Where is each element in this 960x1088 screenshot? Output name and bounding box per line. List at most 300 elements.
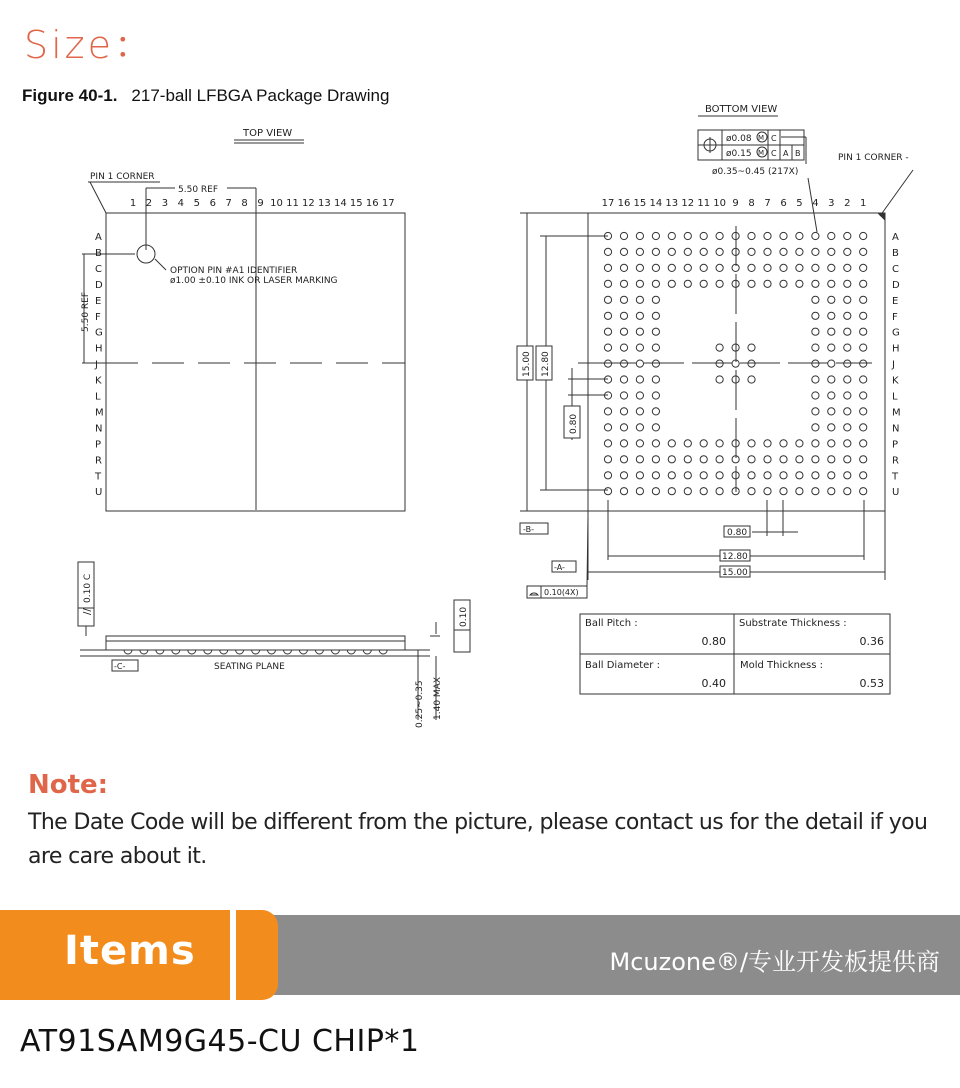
- ball: [764, 264, 771, 271]
- ball: [620, 392, 627, 399]
- side-ball: [331, 650, 339, 654]
- tolerance-frame: [698, 130, 806, 164]
- ball: [812, 280, 819, 287]
- ball: [812, 328, 819, 335]
- ball: [684, 472, 691, 479]
- ball: [716, 472, 723, 479]
- top-row-label: M: [95, 407, 104, 419]
- ball: [684, 440, 691, 447]
- pin1-corner-bottom: PIN 1 CORNER -: [838, 153, 909, 163]
- figure-number: Figure 40-1.: [22, 86, 118, 105]
- ball: [636, 424, 643, 431]
- ball: [780, 456, 787, 463]
- ball: [636, 408, 643, 415]
- ball: [796, 488, 803, 495]
- ball: [796, 232, 803, 239]
- ball: [604, 296, 611, 303]
- dim-max: 1.40 MAX: [433, 677, 443, 720]
- ball: [828, 392, 835, 399]
- ball: [652, 408, 659, 415]
- top-col-label: 12: [302, 198, 315, 209]
- ball: [748, 280, 755, 287]
- ball: [828, 408, 835, 415]
- ball: [828, 328, 835, 335]
- bottom-col-label: 7: [764, 198, 771, 209]
- ball: [604, 408, 611, 415]
- ball: [636, 264, 643, 271]
- dim-080-vertical: 0.80: [569, 413, 579, 434]
- top-col-label: 1: [129, 198, 137, 209]
- ball: [604, 264, 611, 271]
- ball: [636, 456, 643, 463]
- ball: [620, 440, 627, 447]
- ball: [748, 440, 755, 447]
- ball: [716, 264, 723, 271]
- ball: [780, 472, 787, 479]
- ball: [700, 456, 707, 463]
- ball: [652, 424, 659, 431]
- top-col-label: 9: [257, 198, 264, 209]
- ball: [700, 264, 707, 271]
- note-text: The Date Code will be different from the picture, please contact us for the detail if you are care about it.: [28, 810, 928, 869]
- brand-tagline: Mcuzone®/专业开发板提供商: [609, 948, 940, 976]
- side-ball: [284, 650, 292, 654]
- ball: [604, 424, 611, 431]
- ball: [636, 328, 643, 335]
- ball: [636, 296, 643, 303]
- top-row-label: U: [95, 487, 103, 499]
- bottom-column-numbers: [602, 198, 867, 209]
- top-col-label: 11: [286, 198, 299, 209]
- ball-pitch-value: 0.80: [701, 635, 726, 648]
- ball: [812, 488, 819, 495]
- ball: [828, 280, 835, 287]
- ball: [684, 264, 691, 271]
- items-label: Items: [64, 928, 196, 974]
- ball: [620, 360, 627, 367]
- ball: [620, 456, 627, 463]
- ball: [844, 328, 851, 335]
- top-col-label: 5: [193, 198, 200, 209]
- ball: [604, 456, 611, 463]
- ball: [860, 376, 867, 383]
- ball: [716, 232, 723, 239]
- side-ball: [140, 650, 148, 654]
- bottom-col-label: 4: [812, 198, 819, 209]
- side-view: [78, 562, 470, 728]
- ball: [748, 344, 755, 351]
- ball: [828, 360, 835, 367]
- top-row-label: A: [95, 232, 102, 243]
- bottom-row-label: M: [892, 407, 901, 419]
- ball: [700, 232, 707, 239]
- top-row-label: G: [95, 327, 103, 339]
- items-banner: [0, 910, 960, 1000]
- ball: [828, 248, 835, 255]
- bottom-col-label: 15: [633, 198, 647, 209]
- bottom-col-label: 16: [617, 198, 631, 209]
- side-ball: [315, 650, 323, 654]
- top-row-label: D: [95, 279, 103, 291]
- top-view-label: TOP VIEW: [243, 128, 293, 139]
- ball: [748, 472, 755, 479]
- bottom-row-label: T: [892, 471, 899, 483]
- side-ball: [268, 650, 276, 654]
- mold-value: 0.53: [859, 677, 884, 690]
- flatness-callout: 0.10(4X): [544, 588, 579, 597]
- ball: [780, 280, 787, 287]
- bottom-col-label: 13: [665, 198, 679, 209]
- ball: [796, 248, 803, 255]
- ball: [716, 376, 723, 383]
- figure-title: 217-ball LFBGA Package Drawing: [131, 86, 390, 105]
- top-col-label: 15: [349, 198, 363, 209]
- top-col-label: 6: [209, 198, 216, 209]
- ball: [604, 488, 611, 495]
- bottom-col-label: 11: [697, 198, 711, 209]
- top-col-label: 10: [270, 198, 283, 209]
- ball-diameter-label: Ball Diameter :: [585, 660, 660, 671]
- top-row-label: N: [95, 423, 103, 435]
- pin1-corner-top: PIN 1 CORNER: [90, 172, 155, 182]
- ball: [652, 280, 659, 287]
- ball: [780, 488, 787, 495]
- top-row-label: B: [95, 247, 102, 259]
- ball: [748, 248, 755, 255]
- product-line: AT91SAM9G45-CU CHIP*1: [20, 1024, 420, 1059]
- package-drawing: [0, 100, 960, 740]
- ball: [652, 472, 659, 479]
- top-column-numbers: [130, 198, 395, 209]
- bottom-col-label: 1: [860, 198, 867, 209]
- ball: [636, 344, 643, 351]
- ball: [860, 280, 867, 287]
- ball: [860, 296, 867, 303]
- svg-text://: //: [82, 608, 93, 615]
- ball: [844, 232, 851, 239]
- ball: [716, 440, 723, 447]
- substrate-value: 0.36: [859, 635, 884, 648]
- ball: [620, 424, 627, 431]
- top-row-label: P: [95, 439, 102, 451]
- ball: [748, 232, 755, 239]
- ball: [860, 488, 867, 495]
- ball: [604, 360, 611, 367]
- bottom-row-label: N: [892, 423, 900, 435]
- side-ball: [188, 650, 196, 654]
- ball: [652, 248, 659, 255]
- ball: [844, 312, 851, 319]
- ball: [636, 392, 643, 399]
- ball: [844, 408, 851, 415]
- ball: [844, 392, 851, 399]
- datum-c: -C-: [114, 662, 126, 671]
- ball: [748, 456, 755, 463]
- top-row-letters: [94, 232, 104, 498]
- ball: [844, 472, 851, 479]
- ball: [668, 488, 675, 495]
- ball: [748, 264, 755, 271]
- top-row-label: F: [95, 311, 101, 323]
- ball: [620, 328, 627, 335]
- dim-080-horizontal: 0.80: [727, 528, 748, 538]
- side-ball: [220, 650, 228, 654]
- ball: [764, 280, 771, 287]
- bottom-row-label: U: [892, 487, 900, 499]
- ball: [828, 344, 835, 351]
- bottom-row-letters: [891, 232, 901, 498]
- ball: [684, 456, 691, 463]
- ball: [668, 280, 675, 287]
- ball: [652, 392, 659, 399]
- side-ball: [156, 650, 164, 654]
- ball: [780, 440, 787, 447]
- ball: [716, 344, 723, 351]
- ball: [844, 264, 851, 271]
- ball: [796, 280, 803, 287]
- ball: [652, 488, 659, 495]
- ball: [764, 248, 771, 255]
- ref-550-horizontal: 5.50 REF: [178, 185, 219, 195]
- ball: [636, 440, 643, 447]
- ball: [748, 376, 755, 383]
- ball: [828, 264, 835, 271]
- top-row-label: H: [95, 343, 103, 355]
- ball: [636, 312, 643, 319]
- ball: [844, 280, 851, 287]
- ball: [860, 472, 867, 479]
- side-package-body: [106, 636, 405, 650]
- bottom-row-label: A: [892, 232, 899, 243]
- side-010-label: 0.10: [459, 606, 469, 627]
- ball: [812, 376, 819, 383]
- dim-height: 0.25~0.35: [415, 680, 425, 728]
- svg-text:M: M: [758, 134, 765, 142]
- ball: [636, 280, 643, 287]
- side-ball: [347, 650, 355, 654]
- bottom-view: [517, 104, 913, 598]
- ball: [604, 248, 611, 255]
- svg-text:C: C: [771, 149, 777, 158]
- ball: [700, 440, 707, 447]
- top-col-label: 4: [177, 198, 184, 209]
- ball: [780, 232, 787, 239]
- ball-diameter-value: 0.40: [701, 677, 726, 690]
- side-ball: [124, 650, 132, 654]
- ball: [844, 296, 851, 303]
- ball: [716, 280, 723, 287]
- svg-text:ø0.15: ø0.15: [726, 149, 752, 159]
- side-ball: [252, 650, 260, 654]
- bottom-row-label: G: [892, 327, 900, 339]
- ball: [828, 312, 835, 319]
- ball: [764, 440, 771, 447]
- ball: [620, 472, 627, 479]
- ball: [684, 488, 691, 495]
- bottom-col-label: 17: [601, 198, 615, 209]
- ball: [812, 248, 819, 255]
- spec-table: [580, 614, 890, 694]
- ball: [860, 408, 867, 415]
- bottom-row-label: L: [892, 391, 898, 403]
- ball: [844, 424, 851, 431]
- top-row-label: K: [95, 375, 102, 387]
- ball: [828, 456, 835, 463]
- ball: [684, 248, 691, 255]
- ball: [604, 344, 611, 351]
- ball: [828, 488, 835, 495]
- ball: [812, 360, 819, 367]
- datum-a: -A-: [554, 563, 565, 572]
- ball: [684, 232, 691, 239]
- ball: [860, 424, 867, 431]
- ball: [620, 264, 627, 271]
- svg-text:A: A: [783, 149, 789, 158]
- ball: [604, 312, 611, 319]
- ball: [860, 232, 867, 239]
- ball: [764, 472, 771, 479]
- side-balls: [124, 650, 387, 654]
- ball: [812, 408, 819, 415]
- side-ball: [172, 650, 180, 654]
- option-pin-line1: OPTION PIN #A1 IDENTIFIER: [170, 266, 298, 276]
- bottom-col-label: 3: [828, 198, 835, 209]
- ball: [844, 456, 851, 463]
- datum-b: -B-: [523, 525, 534, 534]
- ball: [748, 488, 755, 495]
- bottom-row-label: H: [892, 343, 900, 355]
- side-ball: [363, 650, 371, 654]
- ball: [844, 440, 851, 447]
- bottom-row-label: F: [892, 311, 898, 323]
- ball: [812, 264, 819, 271]
- ball-diameter-note: ø0.35~0.45 (217X): [712, 167, 799, 177]
- ball: [700, 472, 707, 479]
- ball: [620, 248, 627, 255]
- bottom-row-label: D: [892, 279, 900, 291]
- ball: [812, 232, 819, 239]
- ball: [812, 392, 819, 399]
- ball: [796, 264, 803, 271]
- ball: [812, 472, 819, 479]
- dim-1500-horizontal: 15.00: [722, 568, 748, 578]
- mold-label: Mold Thickness :: [740, 660, 824, 671]
- svg-text:B: B: [795, 149, 801, 158]
- top-row-label: L: [95, 391, 101, 403]
- banner-orange-tab: [236, 910, 278, 1000]
- seating-plane: SEATING PLANE: [214, 662, 285, 672]
- ball: [668, 232, 675, 239]
- ball: [764, 488, 771, 495]
- ball: [652, 296, 659, 303]
- svg-text:C: C: [771, 134, 777, 143]
- ball: [860, 264, 867, 271]
- ball: [668, 440, 675, 447]
- dim-1500-vertical: 15.00: [522, 351, 532, 377]
- bottom-row-label: B: [892, 247, 899, 259]
- ball: [844, 360, 851, 367]
- ball: [844, 344, 851, 351]
- ball: [716, 248, 723, 255]
- ball: [796, 440, 803, 447]
- ball: [812, 344, 819, 351]
- ball: [620, 488, 627, 495]
- bottom-row-label: P: [892, 439, 899, 451]
- ball: [668, 248, 675, 255]
- bottom-col-label: 2: [844, 198, 851, 209]
- ball: [860, 360, 867, 367]
- ball: [812, 424, 819, 431]
- top-col-label: 13: [318, 198, 331, 209]
- bottom-col-label: 12: [681, 198, 695, 209]
- ball: [652, 344, 659, 351]
- ball: [652, 312, 659, 319]
- bottom-row-label: C: [892, 263, 899, 275]
- ball: [652, 376, 659, 383]
- bottom-row-label: R: [892, 455, 899, 467]
- bottom-view-label: BOTTOM VIEW: [705, 104, 778, 115]
- ball: [828, 472, 835, 479]
- top-col-label: 14: [334, 198, 347, 209]
- top-col-label: 8: [241, 198, 248, 209]
- bottom-col-label: 14: [649, 198, 663, 209]
- top-col-label: 17: [381, 198, 395, 209]
- ball: [764, 456, 771, 463]
- ball: [812, 456, 819, 463]
- ball: [716, 360, 723, 367]
- svg-text:M: M: [758, 149, 765, 157]
- ball: [828, 440, 835, 447]
- top-row-label: E: [95, 295, 102, 307]
- ball: [668, 264, 675, 271]
- ball: [604, 328, 611, 335]
- ball: [636, 232, 643, 239]
- bottom-col-label: 5: [796, 198, 803, 209]
- ball: [716, 456, 723, 463]
- ball: [620, 312, 627, 319]
- ball: [828, 296, 835, 303]
- ball: [652, 264, 659, 271]
- top-row-label: J: [95, 359, 98, 371]
- ball: [668, 456, 675, 463]
- ball: [684, 280, 691, 287]
- ball: [828, 424, 835, 431]
- bottom-col-label: 10: [713, 198, 726, 209]
- ball: [652, 360, 659, 367]
- ball: [636, 472, 643, 479]
- side-ball: [204, 650, 212, 654]
- ball: [636, 248, 643, 255]
- side-ball: [379, 650, 387, 654]
- ball: [860, 248, 867, 255]
- ball: [652, 328, 659, 335]
- ball: [620, 344, 627, 351]
- top-row-label: R: [95, 455, 102, 467]
- top-row-label: T: [95, 471, 102, 483]
- ball: [620, 408, 627, 415]
- top-col-label: 7: [225, 198, 232, 209]
- side-010c-label: 0.10 C: [83, 573, 93, 603]
- bottom-row-label: K: [892, 375, 899, 387]
- ball: [860, 328, 867, 335]
- ball: [860, 392, 867, 399]
- ball-pitch-label: Ball Pitch :: [585, 618, 638, 629]
- ball: [748, 360, 755, 367]
- bottom-row-label: E: [892, 295, 899, 307]
- size-title: Size：: [24, 23, 156, 67]
- ball: [620, 280, 627, 287]
- ball: [812, 440, 819, 447]
